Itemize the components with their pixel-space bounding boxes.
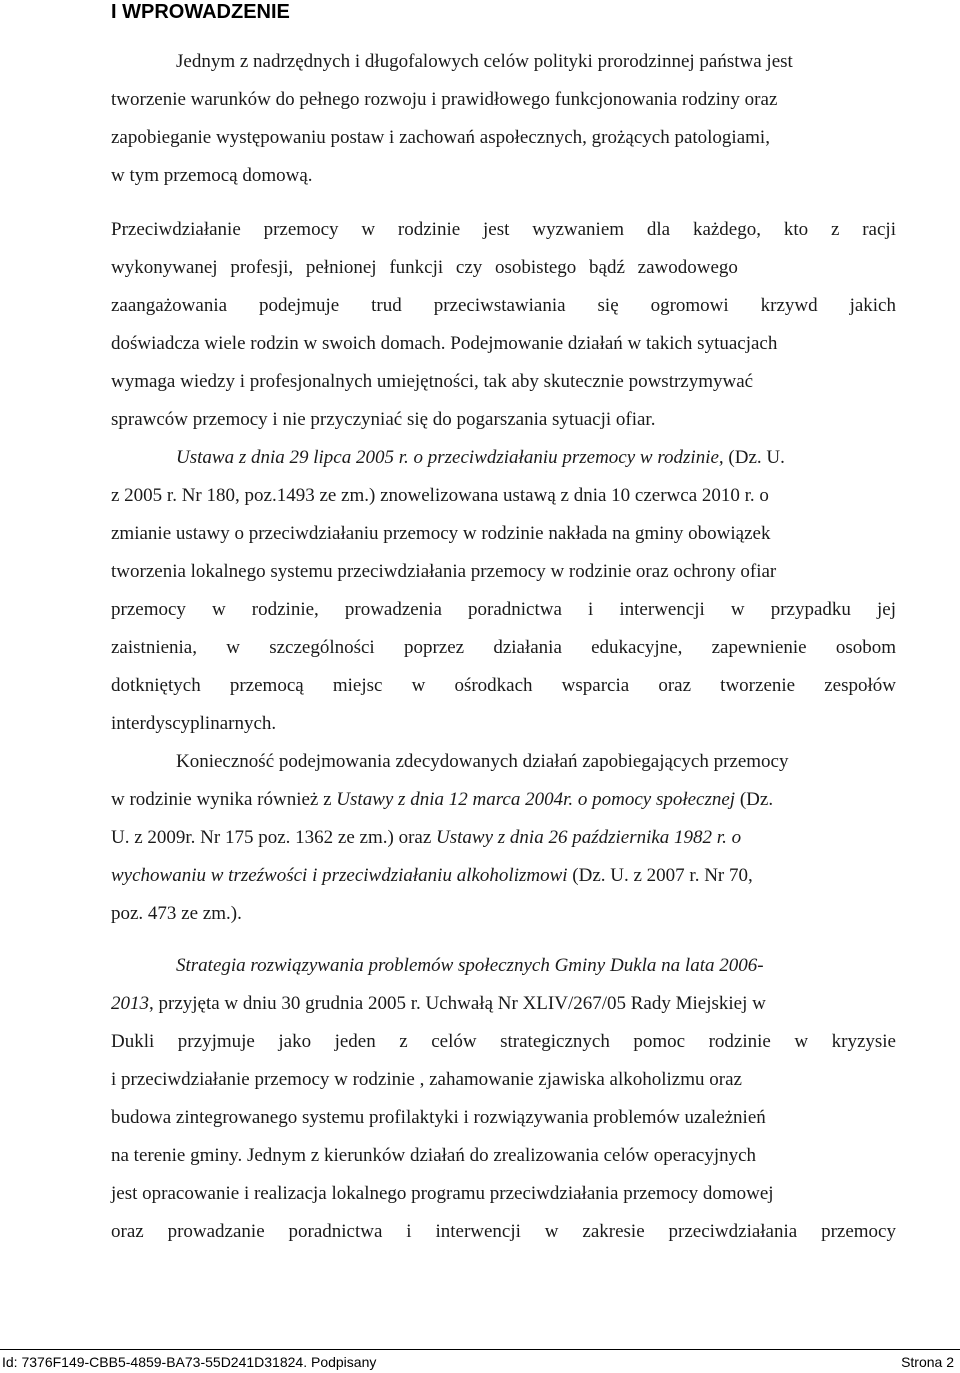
- paragraph-line: przemocy w rodzinie, prowadzenia poradnictwa i interwencji w przypadku jej: [111, 599, 896, 620]
- paragraph-line: oraz prowadzanie poradnictwa i interwencji w zakresie przeciwdziałania przemocy: [111, 1221, 896, 1242]
- paragraph-line: wymaga wiedzy i profesjonalnych umiejętności, tak aby skutecznie powstrzymywać: [111, 371, 754, 392]
- line-text: (Dz. U.: [723, 447, 785, 468]
- line-text: , przyjęta w dniu 30 grudnia 2005 r. Uchwałą Nr XLIV/267/05 Rady Miejskiej w: [149, 993, 766, 1014]
- paragraph-line: Dukli przyjmuje jako jeden z celów strategicznych pomoc rodzinie w kryzysie: [111, 1031, 896, 1052]
- paragraph-line: budowa zintegrowanego systemu profilaktyki i rozwiązywania problemów uzależnień: [111, 1107, 766, 1128]
- paragraph-line: sprawców przemocy i nie przyczyniać się do pogarszania sytuacji ofiar.: [111, 409, 656, 430]
- paragraph-line: [111, 788, 896, 812]
- paragraph-line: doświadcza wiele rodzin w swoich domach. Podejmowanie działań w takich sytuacjach: [111, 333, 778, 354]
- paragraph-line: poz. 473 ze zm.).: [111, 903, 242, 924]
- strategy-title: 2013: [111, 993, 149, 1014]
- paragraph-line: Przeciwdziałanie przemocy w rodzinie jest wyzwaniem dla każdego, kto z racji: [111, 219, 896, 240]
- line-text: w rodzinie wynika również z: [111, 789, 337, 810]
- page-number: Strona 2: [901, 1354, 954, 1370]
- paragraph-line: Jednym z nadrzędnych i długofalowych celów polityki prorodzinnej państwa jest: [176, 51, 793, 72]
- paragraph-line: na terenie gminy. Jednym z kierunków działań do zrealizowania celów operacyjnych: [111, 1145, 757, 1166]
- line-text: (Dz. U. z 2007 r. Nr 70,: [567, 865, 753, 886]
- paragraph-line: tworzenie warunków do pełnego rozwoju i prawidłowego funkcjonowania rodziny oraz: [111, 89, 778, 110]
- paragraph-line: tworzenia lokalnego systemu przeciwdziałania przemocy w rodzinie oraz ochrony ofiar: [111, 561, 777, 582]
- law-title: wychowaniu w trzeźwości i przeciwdziałaniu alkoholizmowi: [111, 865, 568, 886]
- law-title: Ustawy z dnia 26 października 1982 r. o: [436, 827, 742, 848]
- paragraph-line: [111, 954, 896, 978]
- document-id: Id: 7376F149-CBB5-4859-BA73-55D241D31824. Podpisany: [2, 1354, 377, 1370]
- paragraph-line: jest opracowanie i realizacja lokalnego programu przeciwdziałania przemocy domowej: [111, 1183, 774, 1204]
- paragraph-line: w tym przemocą domową.: [111, 165, 313, 186]
- paragraph-line: i przeciwdziałanie przemocy w rodzinie , zahamowanie zjawiska alkoholizmu oraz: [111, 1069, 742, 1090]
- paragraph-line: [111, 992, 896, 1016]
- section-heading: I WPROWADZENIE: [111, 1, 290, 23]
- law-title: Ustawy z dnia 12 marca 2004r. o pomocy społecznej: [336, 789, 736, 810]
- paragraph-line: [111, 826, 896, 850]
- paragraph-line: interdyscyplinarnych.: [111, 713, 277, 734]
- paragraph-line: zaangażowania podejmuje trud przeciwstawiania się ogromowi krzywd jakich: [111, 295, 896, 316]
- strategy-title: Strategia rozwiązywania problemów społecznych Gminy Dukla na lata 2006-: [176, 955, 764, 976]
- line-text: U. z 2009r. Nr 175 poz. 1362 ze zm.) oraz: [111, 827, 437, 848]
- paragraph-line: zmianie ustawy o przeciwdziałaniu przemocy w rodzinie nakłada na gminy obowiązek: [111, 523, 771, 544]
- law-title: Ustawa z dnia 29 lipca 2005 r. o przeciwdziałaniu przemocy w rodzinie,: [176, 447, 724, 468]
- paragraph-line: zaistnienia, w szczególności poprzez działania edukacyjne, zapewnienie osobom: [111, 637, 896, 658]
- line-text: (Dz.: [735, 789, 774, 810]
- paragraph-line: wykonywanej profesji, pełnionej funkcji czy osobistego bądź zawodowego: [111, 257, 738, 278]
- paragraph-line: dotkniętych przemocą miejsc w ośrodkach wsparcia oraz tworzenie zespołów: [111, 675, 896, 696]
- paragraph-line: [111, 446, 896, 470]
- page-footer: [0, 1349, 960, 1372]
- paragraph-line: [111, 864, 896, 888]
- paragraph-line: Konieczność podejmowania zdecydowanych działań zapobiegających przemocy: [176, 751, 789, 772]
- paragraph-line: z 2005 r. Nr 180, poz.1493 ze zm.) znowelizowana ustawą z dnia 10 czerwca 2010 r. o: [111, 485, 769, 506]
- paragraph-line: zapobieganie występowaniu postaw i zachowań aspołecznych, grożących patologiami,: [111, 127, 770, 148]
